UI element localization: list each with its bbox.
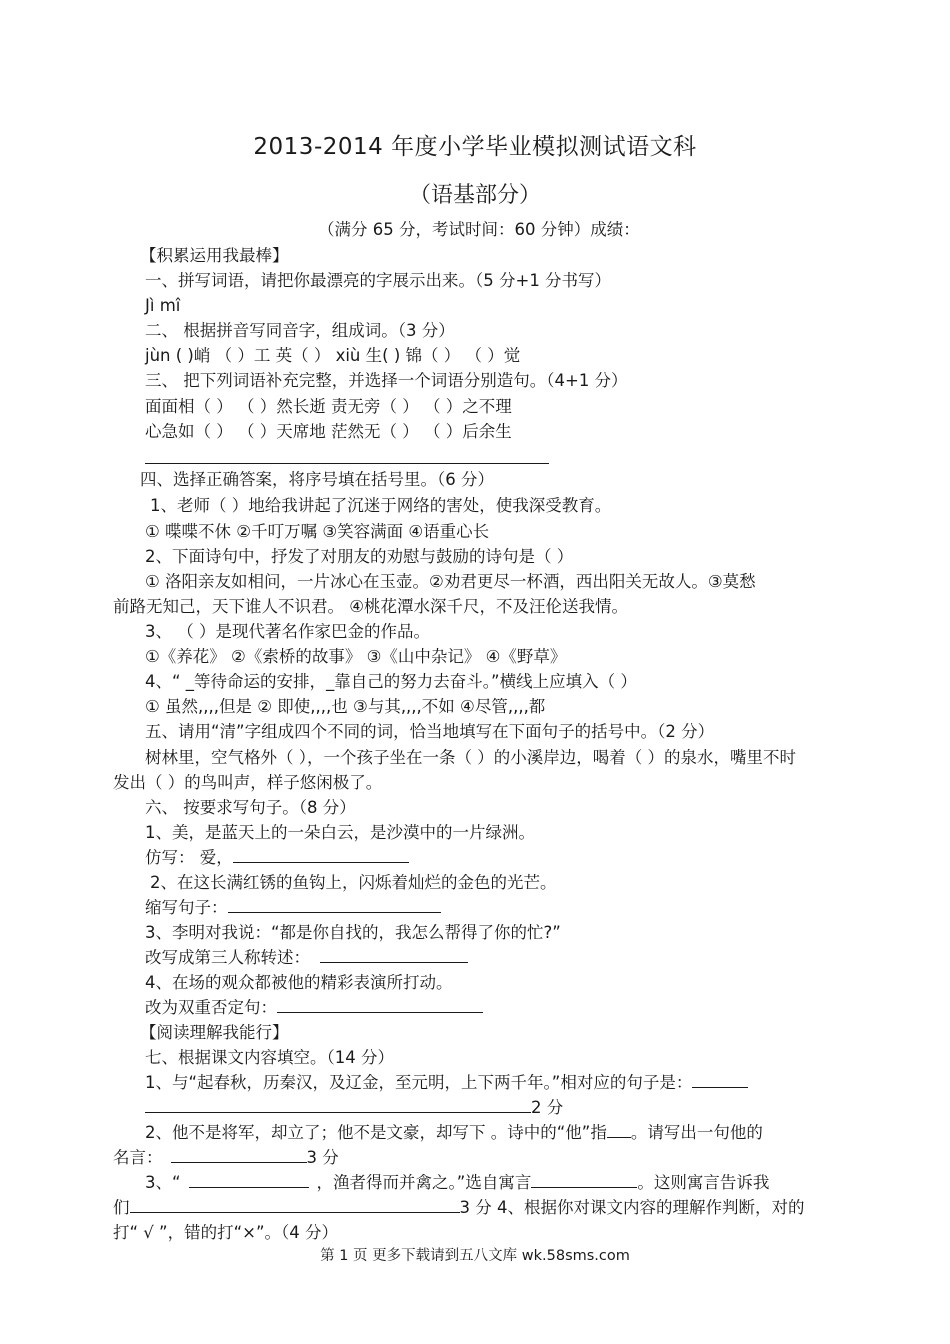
page-subtitle: （语基部分） [408, 183, 541, 208]
question-6: 六、 按要求写句子。（8 分） [145, 798, 356, 817]
question-4-4: 4、“ _等待命运的安排，_靠自己的努力去奋斗。”横线上应填入（ ） [145, 672, 637, 691]
blank-line [130, 1196, 460, 1213]
question-6-3: 3、李明对我说：“都是你自找的，我怎么帮得了你的忙?” [145, 923, 561, 942]
question-1-pinyin: Jì mî [145, 296, 181, 315]
question-7-2-text-end: 。请写出一句他的 [630, 1123, 763, 1142]
question-7-2-continued [113, 1146, 339, 1170]
question-3-row-1: 面面相（ ） （ ）然长逝 责无旁（ ） （ ）之不理 [145, 397, 512, 416]
question-7-3-tail: 3 分 4、根据你对课文内容的理解作判断，对的 [459, 1198, 805, 1217]
page-footer: 第 1 页 更多下载请到五八文库 wk.58sms.com [320, 1248, 630, 1264]
question-6-1-answer [145, 846, 409, 870]
question-6-4-prompt: 改为双重否定句： [145, 998, 277, 1017]
answer-line [145, 463, 549, 464]
question-7-3-open: 3、“ [145, 1173, 181, 1192]
question-6-3-prompt: 改写成第三人称转述： [145, 948, 310, 967]
question-7-3-text: ，渔者得而并禽之。”选自寓言 [316, 1173, 532, 1192]
question-6-4-answer [145, 996, 483, 1020]
question-7: 七、根据课文内容填空。（14 分） [145, 1048, 394, 1067]
question-4-2-options-a: ① 洛阳亲友如相问，一片冰心在玉壶。②劝君更尽一杯酒，西出阳关无故人。③莫愁 [145, 572, 756, 591]
question-6-2: 2、在这长满红锈的鱼钩上，闪烁着灿烂的金色的光芒。 [150, 873, 557, 892]
question-7-1-text: 1、与“起春秋，历秦汉，及辽金，至元明，上下两千年。”相对应的句子是： [145, 1073, 693, 1092]
question-6-1: 1、美，是蓝天上的一朵白云，是沙漠中的一片绿洲。 [145, 823, 535, 842]
question-4-1-options: ① 喋喋不休 ②千叮万嘱 ③笑容满面 ④语重心长 [145, 522, 490, 541]
blank-line [189, 1171, 309, 1188]
question-4-2: 2、下面诗句中，抒发了对朋友的劝慰与鼓励的诗句是（ ） [145, 547, 574, 566]
blank-line [233, 846, 409, 863]
blank-line [228, 896, 441, 913]
question-7-4-instructions: 打“ √ ”，错的打“×”。（4 分） [113, 1223, 339, 1242]
question-7-1 [145, 1071, 748, 1095]
question-7-3 [145, 1171, 769, 1195]
question-6-2-prompt: 缩写句子： [145, 898, 228, 917]
blank-line [692, 1071, 748, 1088]
question-7-2-text: 2、他不是将军，却立了；他不是文豪，却写下 。诗中的“他”指 [145, 1123, 607, 1142]
question-6-4: 4、在场的观众都被他的精彩表演所打动。 [145, 973, 453, 992]
question-1: 一、拼写词语，请把你最漂亮的字展示出来。（5 分+1 分书写） [145, 271, 612, 290]
question-4: 四、选择正确答案，将序号填在括号里。（6 分） [140, 470, 494, 489]
question-7-3-text-end: 。这则寓言告诉我 [637, 1173, 770, 1192]
question-6-1-prompt: 仿写： 爱， [145, 848, 233, 867]
question-4-1: 1、老师（ ）地给我讲起了沉迷于网络的害处，使我深受教育。 [150, 496, 612, 515]
blank-line [277, 996, 483, 1013]
question-3: 三、 把下列词语补充完整，并选择一个词语分别造句。（4+1 分） [145, 371, 628, 390]
section-heading-reading: 【阅读理解我能行】 [140, 1023, 289, 1042]
blank-line [607, 1121, 631, 1138]
question-7-2 [145, 1121, 763, 1145]
question-6-2-answer [145, 896, 441, 920]
question-7-2-score: 3 分 [306, 1148, 339, 1167]
question-7-3-start: 们 [113, 1198, 130, 1217]
blank-line [145, 1096, 531, 1113]
question-2-items: jùn ( )峭 （ ）工 英（ ） xiù 生( ) 锦（ ） （ ）觉 [145, 346, 521, 365]
question-7-1-continued [145, 1096, 563, 1120]
question-6-3-answer [145, 946, 468, 970]
question-5-text-a: 树林里，空气格外（ ），一个孩子坐在一条（ ）的小溪岸边，喝着（ ）的泉水，嘴里不时 [145, 748, 796, 767]
blank-line [531, 1171, 637, 1188]
question-4-3: 3、 （ ）是现代著名作家巴金的作品。 [145, 622, 430, 641]
blank-line [320, 946, 468, 963]
section-heading-accumulation: 【积累运用我最棒】 [140, 246, 289, 265]
question-7-3-continued [113, 1196, 805, 1220]
question-2: 二、 根据拼音写同音字，组成词。（3 分） [145, 321, 455, 340]
question-5-text-b: 发出（ ）的鸟叫声，样子悠闲极了。 [113, 773, 383, 792]
question-7-1-score: 2 分 [531, 1098, 564, 1117]
question-4-3-options: ①《养花》 ②《索桥的故事》 ③《山中杂记》 ④《野草》 [145, 647, 567, 666]
question-3-row-2: 心急如（ ） （ ）天席地 茫然无（ ） （ ）后余生 [145, 422, 512, 441]
blank-line [171, 1146, 307, 1163]
question-7-2-prompt: 名言： [113, 1148, 163, 1167]
question-4-4-options: ① 虽然,,,,但是 ② 即使,,,,也 ③与其,,,,不如 ④尽管,,,,都 [145, 697, 546, 716]
question-4-2-options-b: 前路无知己，天下谁人不识君。 ④桃花潭水深千尺，不及汪伦送我情。 [113, 597, 629, 616]
page-title: 2013-2014 年度小学毕业模拟测试语文科 [253, 134, 697, 160]
question-5: 五、请用“清”字组成四个不同的词，恰当地填写在下面句子的括号中。（2 分） [145, 722, 715, 741]
score-line: （满分 65 分，考试时间：60 分钟）成绩： [318, 220, 640, 239]
